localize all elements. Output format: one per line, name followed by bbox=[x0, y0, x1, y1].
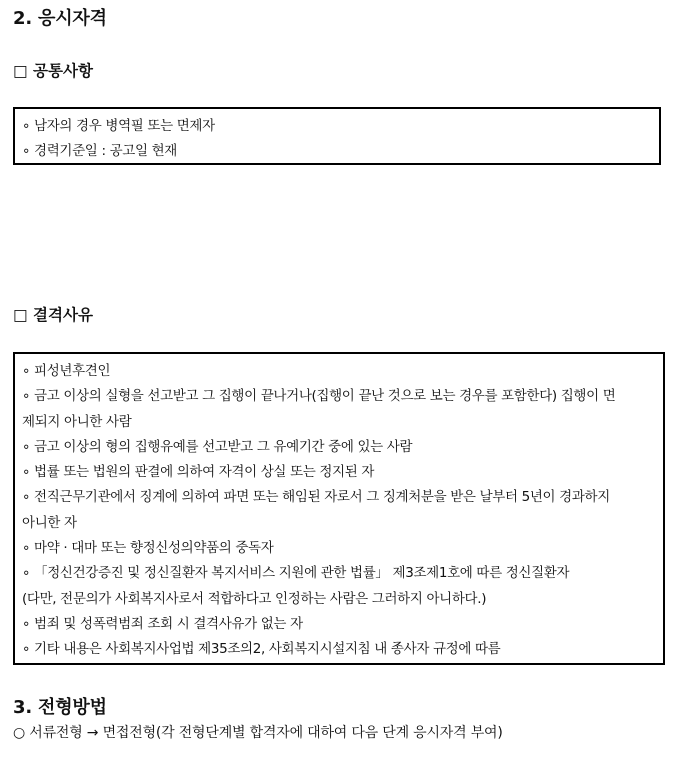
list-item-continuation: (다만, 전문의가 사회복지사로서 적합하다고 인정하는 사람은 그러하지 아니하다.) bbox=[22, 590, 487, 607]
list-item-continuation: 제되지 아니한 사람 bbox=[22, 413, 132, 430]
list-item: ∘ 마약 · 대마 또는 향정신성의약품의 중독자 bbox=[22, 540, 274, 557]
common-requirements-box bbox=[13, 107, 661, 165]
common-requirements-heading: □ 공통사항 bbox=[13, 62, 93, 80]
section-2-heading: 2. 응시자격 bbox=[13, 8, 107, 29]
list-item: ∘ 남자의 경우 병역필 또는 면제자 bbox=[22, 118, 215, 134]
list-item: ∘ 금고 이상의 실형을 선고받고 그 집행이 끝나거나(집행이 끝난 것으로 보는 경우를 포함한다) 집행이 면 bbox=[22, 388, 616, 405]
list-item: ∘ 범죄 및 성폭력범죄 조회 시 결격사유가 없는 자 bbox=[22, 615, 303, 632]
selection-process-text: ○ 서류전형 → 면접전형(각 전형단계별 합격자에 대하여 다음 단계 응시자격 부여) bbox=[13, 725, 503, 741]
disqualification-heading: □ 결격사유 bbox=[13, 306, 93, 324]
list-item: ∘ 피성년후견인 bbox=[22, 363, 111, 379]
list-item: ∘ 법률 또는 법원의 판결에 의하여 자격이 상실 또는 정지된 자 bbox=[22, 464, 375, 481]
disqualification-box bbox=[13, 352, 665, 665]
list-item: ∘ 전직근무기관에서 징계에 의하여 파면 또는 해임된 자로서 그 징계처분을 받은 날부터 5년이 경과하지 bbox=[22, 489, 610, 506]
list-item: ∘ 기타 내용은 사회복지사업법 제35조의2, 사회복지시설지침 내 종사자 규정에 따름 bbox=[22, 641, 501, 658]
list-item-continuation: 아니한 자 bbox=[22, 514, 77, 531]
section-3-heading: 3. 전형방법 bbox=[13, 697, 107, 718]
list-item: ∘ 「정신건강증진 및 정신질환자 복지서비스 지원에 관한 법률」 제3조제1호에 따른 정신질환자 bbox=[22, 565, 570, 582]
list-item: ∘ 금고 이상의 형의 집행유예를 선고받고 그 유예기간 중에 있는 사람 bbox=[22, 438, 413, 455]
list-item: ∘ 경력기준일 : 공고일 현재 bbox=[22, 143, 177, 160]
